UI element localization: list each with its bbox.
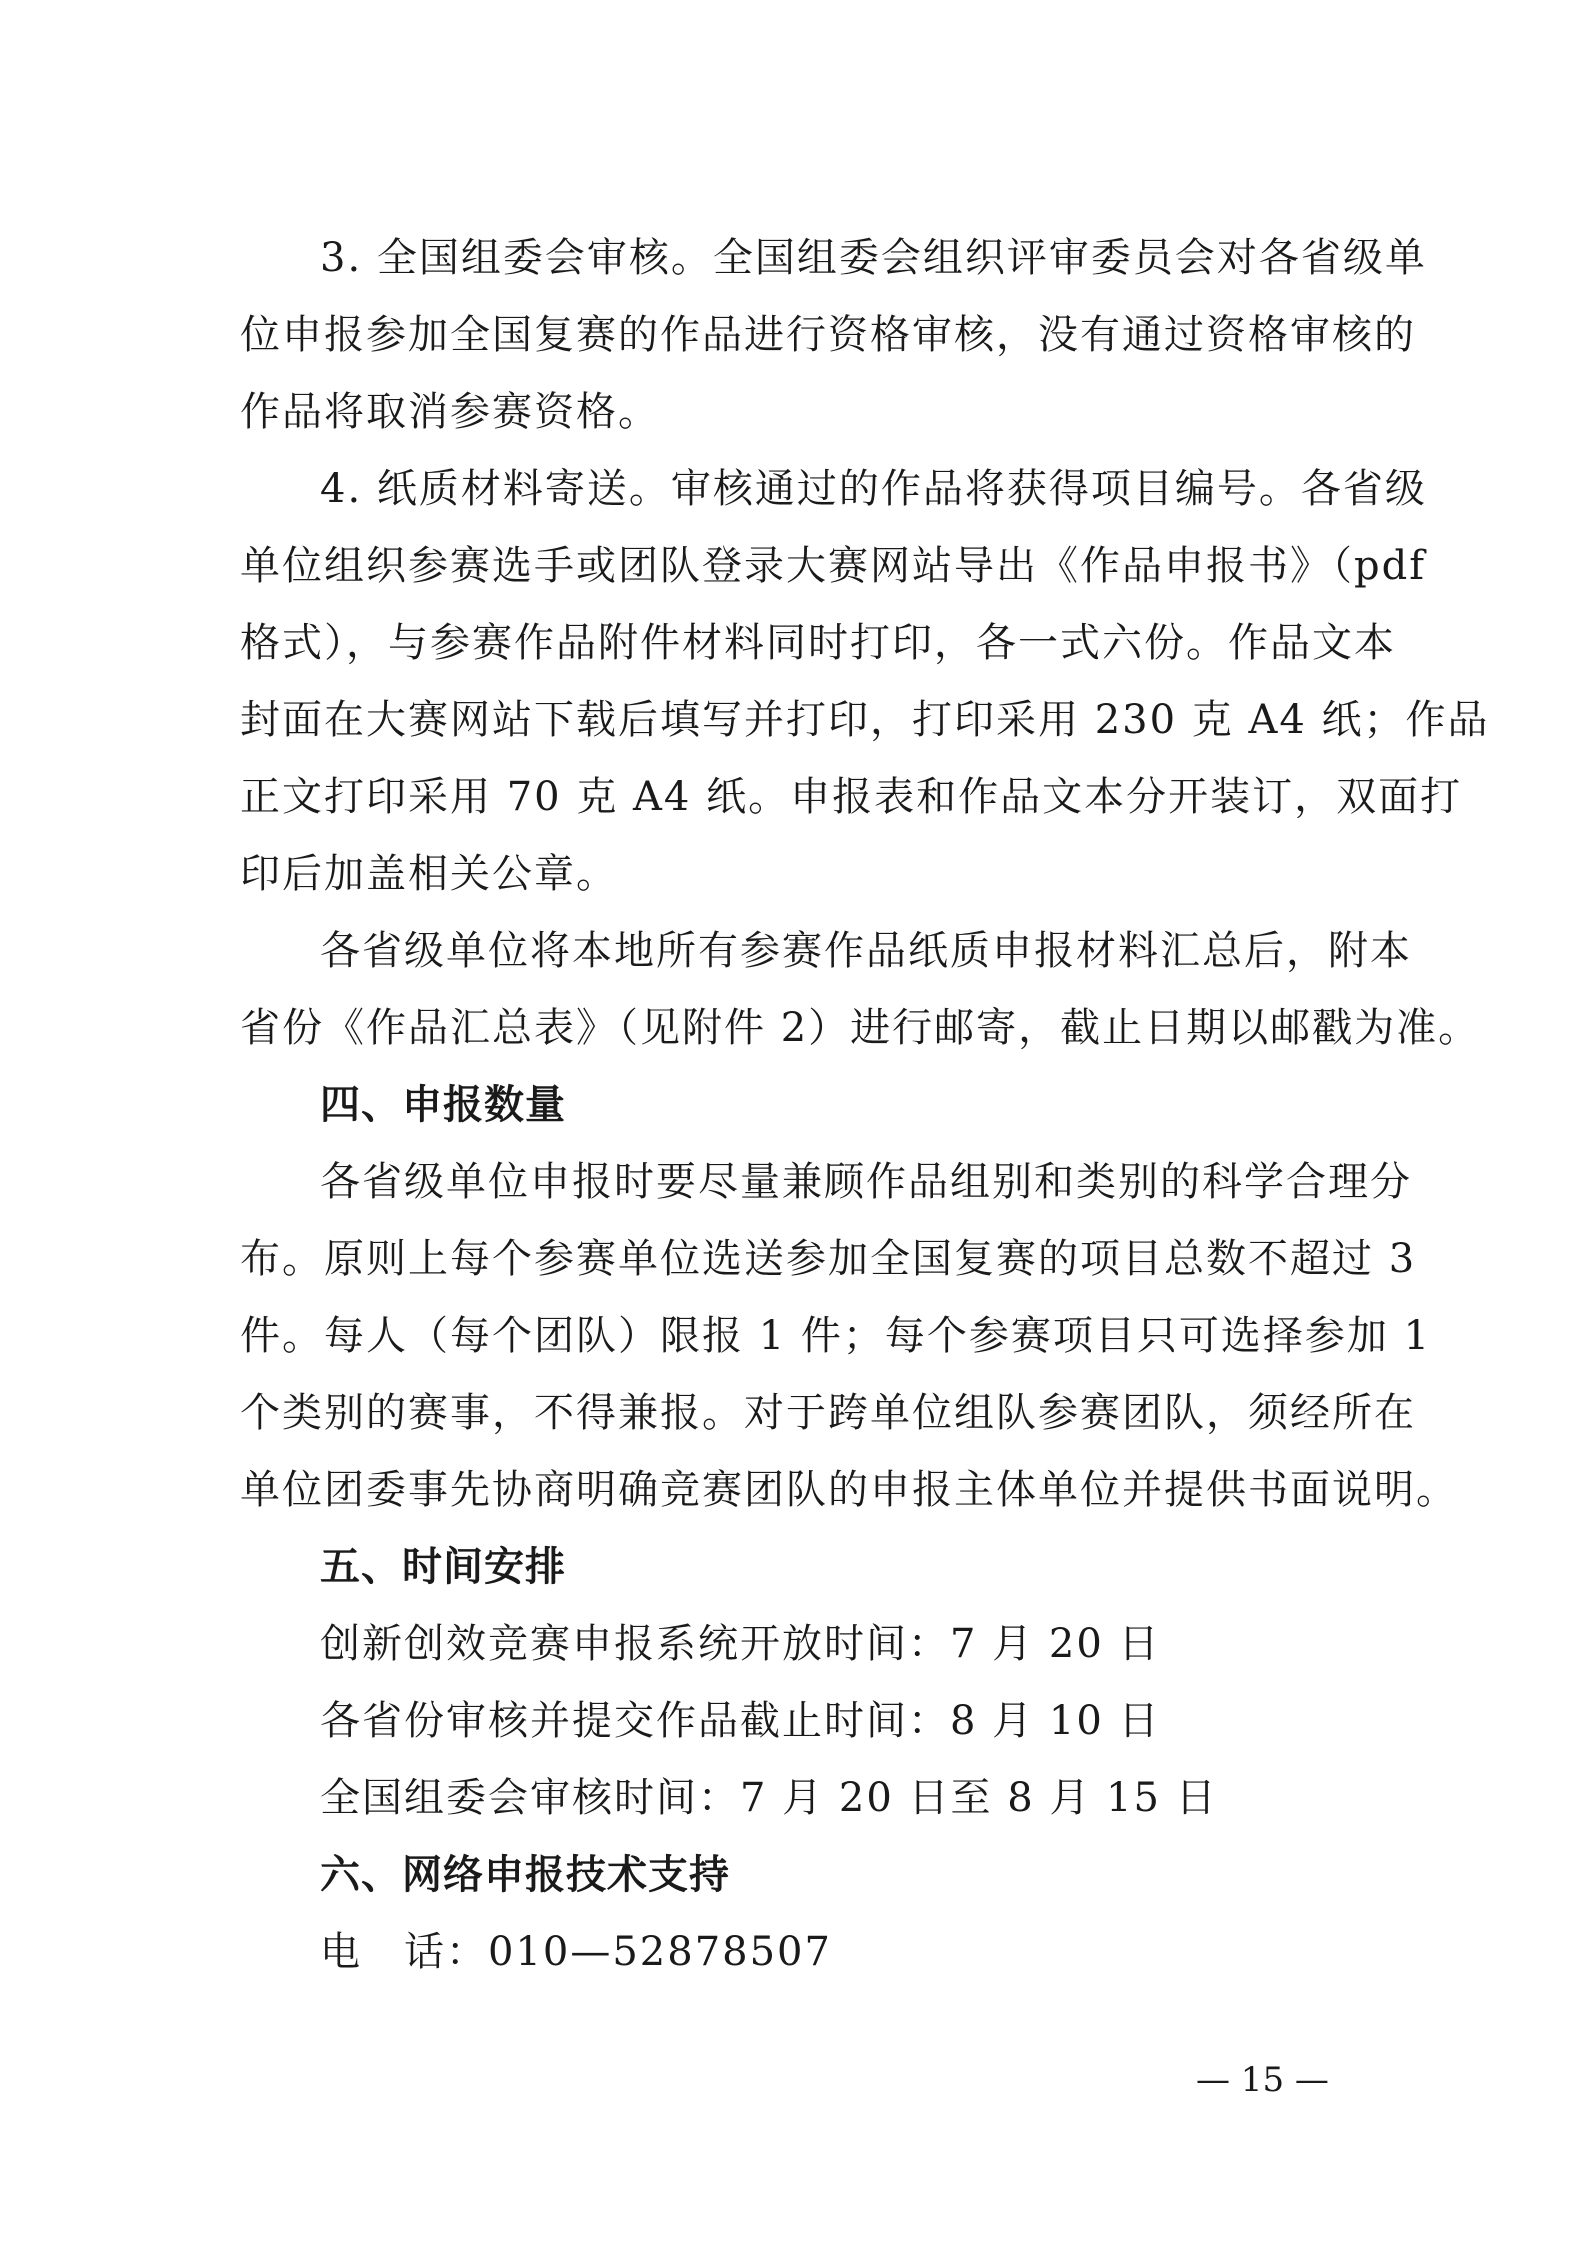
schedule-line2: 各省份审核并提交作品截止时间：8 月 10 日 [320, 1698, 1161, 1744]
page-number: — 15 — [1196, 2060, 1329, 2100]
paragraph-item4-line3: 格式），与参赛作品附件材料同时打印，各一式六份。作品文本 [240, 620, 1396, 666]
section6-heading: 六、网络申报技术支持 [320, 1852, 730, 1898]
paragraph-section4-line4: 个类别的赛事，不得兼报。对于跨单位组队参赛团队，须经所在 [240, 1390, 1416, 1436]
paragraph-section4-line1: 各省级单位申报时要尽量兼顾作品组别和类别的科学合理分 [320, 1159, 1412, 1205]
paragraph-section4-line2: 布。原则上每个参赛单位选送参加全国复赛的项目总数不超过 3 [240, 1236, 1417, 1282]
section5-heading: 五、时间安排 [320, 1544, 566, 1590]
section4-heading: 四、申报数量 [320, 1082, 566, 1128]
paragraph-item3-line3: 作品将取消参赛资格。 [240, 389, 660, 435]
paragraph-item3-line1: 3. 全国组委会审核。全国组委会组织评审委员会对各省级单 [320, 235, 1427, 281]
paragraph-item4-line6: 印后加盖相关公章。 [240, 851, 618, 897]
schedule-line1: 创新创效竞赛申报系统开放时间：7 月 20 日 [320, 1621, 1161, 1667]
paragraph-item4-line4: 封面在大赛网站下载后填写并打印，打印采用 230 克 A4 纸；作品 [240, 697, 1490, 743]
paragraph-mailing-line2: 省份《作品汇总表》（见附件 2）进行邮寄，截止日期以邮戳为准。 [240, 1005, 1481, 1051]
paragraph-item4-line5: 正文打印采用 70 克 A4 纸。申报表和作品文本分开装订，双面打 [240, 774, 1463, 820]
paragraph-item4-line1: 4. 纸质材料寄送。审核通过的作品将获得项目编号。各省级 [320, 466, 1427, 512]
schedule-line3: 全国组委会审核时间：7 月 20 日至 8 月 15 日 [320, 1775, 1218, 1821]
paragraph-item3-line2: 位申报参加全国复赛的作品进行资格审核，没有通过资格审核的 [240, 312, 1416, 358]
paragraph-section4-line5: 单位团委事先协商明确竞赛团队的申报主体单位并提供书面说明。 [240, 1467, 1458, 1513]
paragraph-section4-line3: 件。每人（每个团队）限报 1 件；每个参赛项目只可选择参加 1 [240, 1313, 1432, 1359]
paragraph-item4-line2: 单位组织参赛选手或团队登录大赛网站导出《作品申报书》（pdf [240, 543, 1427, 589]
paragraph-mailing-line1: 各省级单位将本地所有参赛作品纸质申报材料汇总后，附本 [320, 928, 1412, 974]
support-phone: 电 话：010—52878507 [320, 1929, 832, 1975]
